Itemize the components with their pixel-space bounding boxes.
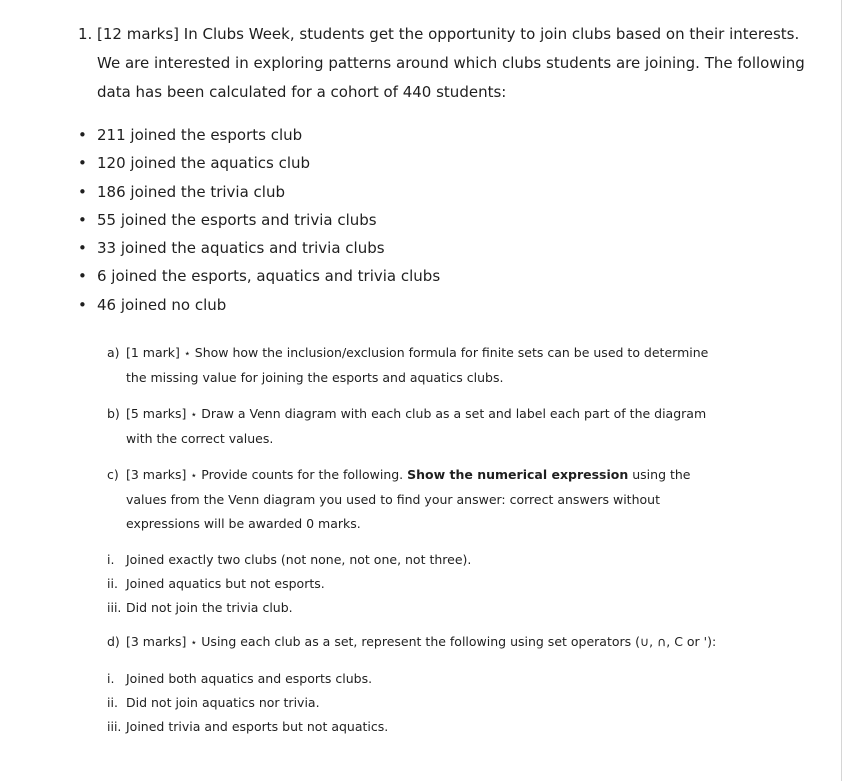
star-icon: ⋆ [190,636,198,649]
bullet-icon: • [78,154,87,173]
fact-text: 186 joined the trivia club [97,182,285,201]
bullet-icon: • [78,239,87,258]
star-icon: ⋆ [183,347,191,360]
fact-text: 120 joined the aquatics club [97,154,311,173]
part-marks: [5 marks] [126,406,187,421]
item-number: i. [107,552,115,567]
fact-text: 33 joined the aquatics and trivia clubs [97,239,385,258]
list-item [107,667,727,691]
bullet-icon: • [78,267,87,286]
list-item [107,548,727,572]
part-a [107,341,727,390]
star-icon: ⋆ [190,469,198,482]
list-item [107,715,727,739]
item-text: Joined aquatics but not esports. [126,576,325,591]
fact-text: 46 joined no club [97,295,227,314]
part-label: a) [107,345,120,360]
part-body: Draw a Venn diagram with each club as a set and label each part of the diagram with the correct values. [126,406,707,446]
question-number: 1. [78,25,93,43]
facts-list [78,121,818,319]
list-item [78,178,818,206]
part-text [126,402,727,451]
item-number: ii. [107,576,118,591]
part-body: Show how the inclusion/exclusion formula for finite sets can be used to determine the missing value for joining the esports and aquatics clubs. [126,345,709,385]
item-number: iii. [107,719,122,734]
part-marks: [1 mark] [126,345,180,360]
part-label: d) [107,634,120,649]
list-item [107,596,727,620]
item-number: i. [107,671,115,686]
list-item [78,291,818,319]
part-marks: [3 marks] [126,634,187,649]
fact-text: 55 joined the esports and trivia clubs [97,210,377,229]
question-intro: [12 marks] In Clubs Week, students get the opportunity to join clubs based on their interests. We are interested in exploring patterns around which clubs students are joining. The following data has been calculated for a cohort of 440 students: [97,25,805,101]
part-text [126,341,727,390]
fact-text: 211 joined the esports club [97,126,303,144]
bullet-icon: • [78,295,87,314]
item-text: Did not join aquatics nor trivia. [126,695,320,710]
part-body-end: using the values from the Venn diagram you used to find your answer: correct answers without expressions will be awarded 0 marks. [126,467,691,531]
page-edge-line [841,0,842,781]
bullet-icon: • [78,126,87,144]
item-text: Joined both aquatics and esports clubs. [126,671,373,686]
part-c [107,463,727,536]
question-header [78,20,818,107]
item-number: iii. [107,600,122,615]
bullet-icon: • [78,182,87,201]
list-item [107,572,727,596]
part-d-items [107,667,727,739]
list-item [78,262,818,290]
part-b [107,402,727,451]
list-item [107,691,727,715]
part-marks: [3 marks] [126,467,187,482]
list-item [78,206,818,234]
list-item [78,149,818,177]
question-parts [107,341,727,749]
part-c-items [107,548,727,620]
fact-text: 6 joined the esports, aquatics and trivia clubs [97,267,441,286]
part-d [107,630,727,655]
item-text: Did not join the trivia club. [126,600,293,615]
item-text: Joined trivia and esports but not aquatics. [126,719,389,734]
part-text [126,630,727,655]
star-icon: ⋆ [190,408,198,421]
bullet-icon: • [78,210,87,229]
list-item [78,234,818,262]
item-text: Joined exactly two clubs (not none, not one, not three). [126,552,472,567]
part-text [126,463,727,536]
question-1 [78,20,818,319]
part-body: Using each club as a set, represent the following using set operators (∪, ∩, C or '): [201,634,717,649]
part-body-start: Provide counts for the following. [201,467,404,482]
part-label: b) [107,406,120,421]
list-item [78,121,818,149]
part-label: c) [107,467,119,482]
part-body-bold: Show the numerical expression [407,467,629,482]
item-number: ii. [107,695,118,710]
